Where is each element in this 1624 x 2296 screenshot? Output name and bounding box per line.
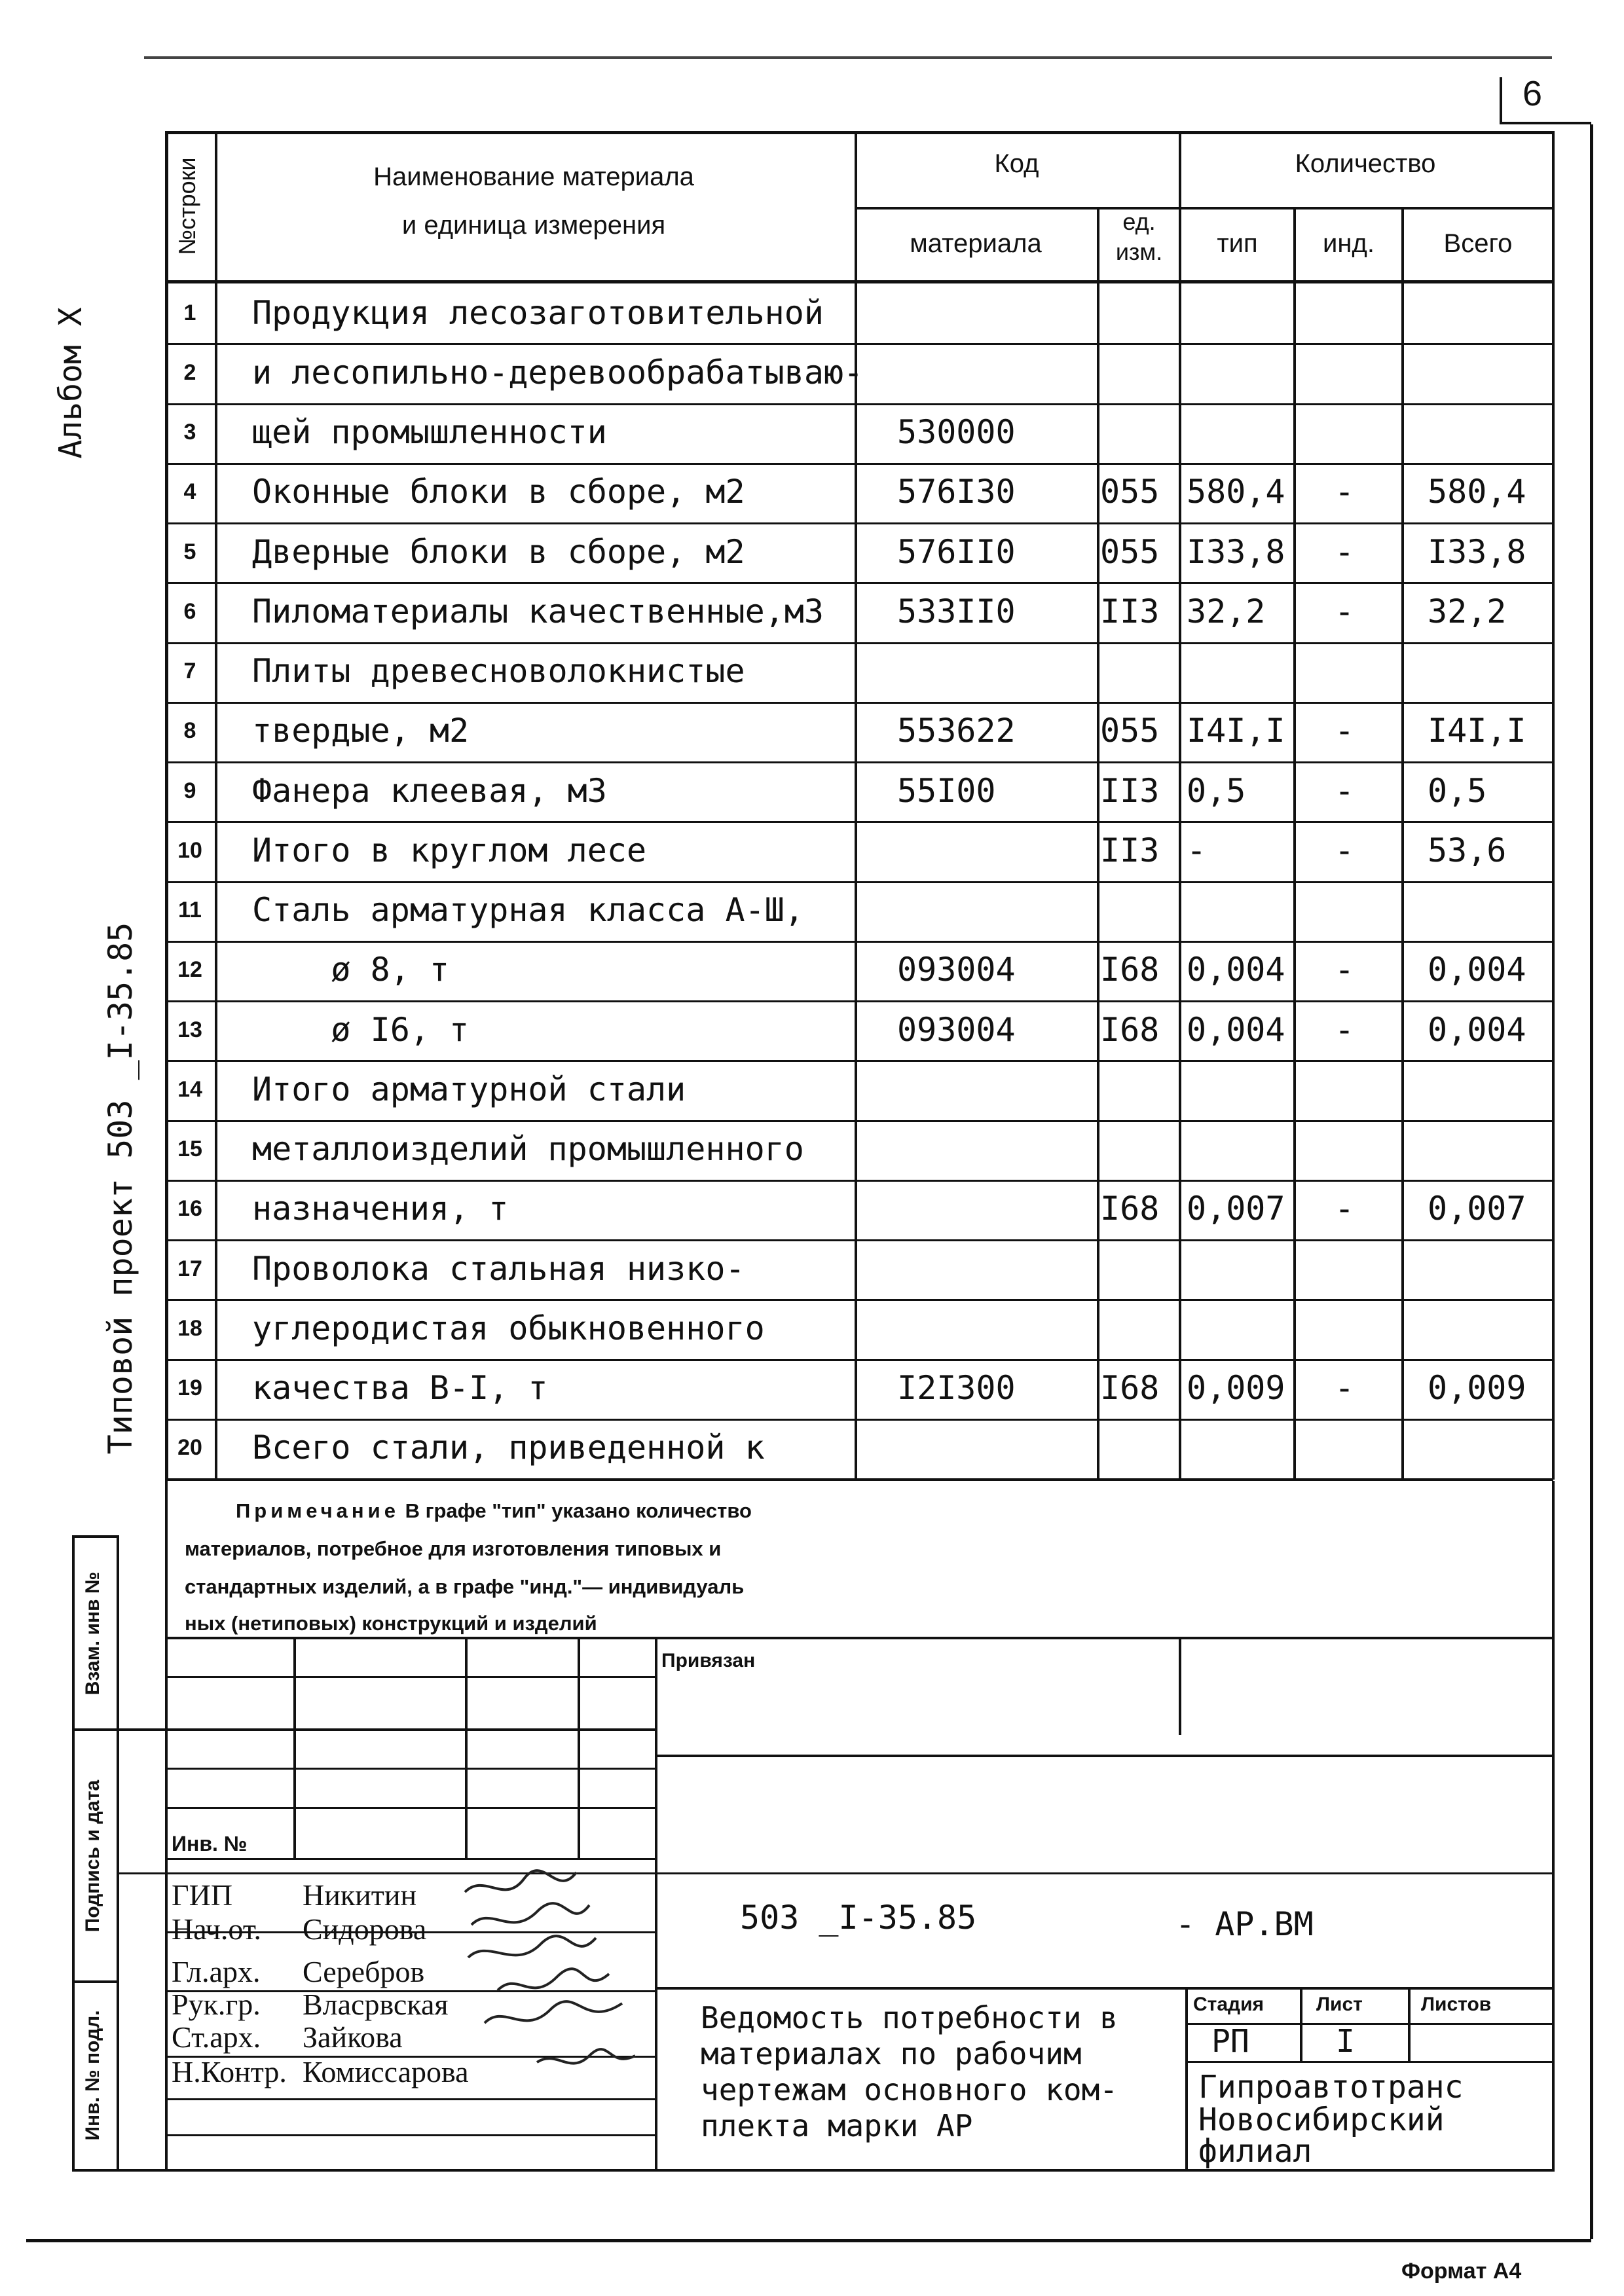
header-vsego: Всего	[1443, 229, 1513, 258]
row-divider	[165, 1000, 1553, 1002]
row-name: Фанера клеевая, м3	[252, 771, 607, 810]
row-name: углеродистая обыкновенного	[252, 1309, 765, 1347]
note-text-1: В графе "тип" указано количество	[405, 1499, 752, 1522]
stamp-inv-no: Инв. №	[172, 1832, 248, 1855]
stamp-vzam: Взам. инв №	[82, 1571, 103, 1696]
stamp-stadiya: РП	[1211, 2023, 1249, 2060]
row-number: 11	[178, 898, 202, 923]
stamp-title-3: чертежам основного ком-	[701, 2072, 1118, 2107]
row-number: 6	[183, 598, 196, 624]
stamp-person: Зайкова	[303, 2020, 403, 2054]
row-unit: II3	[1100, 831, 1160, 869]
row-tip: 0,004	[1187, 1010, 1285, 1049]
stamp-title-4: плекта марки АР	[701, 2108, 973, 2143]
row-divider	[165, 761, 1553, 763]
header-name: Наименование материала	[373, 162, 694, 191]
row-number: 7	[183, 659, 196, 684]
row-total: 0,5	[1428, 771, 1487, 810]
row-code: 576I30	[897, 473, 1016, 511]
row-unit: II3	[1100, 592, 1160, 630]
row-name: качества В-I, т	[252, 1369, 548, 1408]
row-total: I33,8	[1428, 532, 1526, 571]
row-divider	[165, 881, 1553, 883]
stamp-person: Серебров	[303, 1955, 425, 1988]
row-divider	[165, 702, 1553, 704]
row-divider	[165, 642, 1553, 644]
stamp-list-label: Лист	[1316, 1994, 1363, 2015]
stamp-person: Никитин	[303, 1878, 417, 1912]
stamp-role: Ст.арх.	[172, 2020, 261, 2054]
row-ind: -	[1335, 1190, 1355, 1228]
row-divider	[165, 1419, 1553, 1421]
header-ed: ед.	[1122, 208, 1156, 235]
row-divider	[165, 463, 1553, 465]
row-ind: -	[1335, 1010, 1355, 1049]
row-ind: -	[1335, 712, 1355, 750]
row-name: Пиломатериалы качественные,м3	[252, 592, 824, 630]
row-number: 20	[177, 1435, 202, 1461]
stamp-title-1: Ведомость потребности в	[701, 2000, 1118, 2035]
row-name: Плиты древесноволокнистые	[252, 652, 745, 691]
row-number: 2	[183, 359, 196, 385]
row-name: ø 8, т	[252, 951, 450, 989]
row-number: 8	[183, 718, 196, 744]
page-number: 6	[1522, 74, 1543, 113]
row-name: назначения, т	[252, 1190, 509, 1228]
row-number: 13	[177, 1017, 202, 1042]
row-ind: -	[1335, 473, 1355, 511]
header-ind: инд.	[1323, 229, 1375, 258]
row-ind: -	[1335, 1369, 1355, 1408]
row-total: 580,4	[1428, 473, 1526, 511]
row-name: ø I6, т	[252, 1010, 470, 1049]
row-divider	[165, 582, 1553, 584]
stamp-person: Комиссарова	[303, 2055, 469, 2088]
row-tip: 0,004	[1187, 951, 1285, 989]
stamp-code: 503 _I-35.85	[740, 1899, 977, 1937]
right-border	[1590, 124, 1593, 2239]
note-line-2: материалов, потребное для изготовления типовых и	[185, 1537, 722, 1560]
header-row-no: №строки	[174, 157, 200, 255]
row-unit: 055	[1100, 712, 1160, 750]
row-ind: -	[1335, 831, 1355, 869]
row-name: Проволока стальная низко-	[252, 1249, 745, 1288]
row-number: 10	[177, 837, 202, 863]
stamp-privyazan: Привязан	[661, 1650, 756, 1671]
row-number: 16	[177, 1196, 202, 1222]
stamp-org-2: Новосибирский	[1198, 2102, 1445, 2138]
header-name-2: и единица измерения	[401, 211, 666, 240]
row-tip: 0,007	[1187, 1190, 1285, 1228]
stamp-person: Власрвская	[303, 1988, 449, 2021]
row-number: 1	[183, 300, 196, 325]
row-divider	[165, 522, 1553, 524]
stamp-role: Нач.от.	[172, 1912, 261, 1946]
project-label: Типовой проект 503 _I-35.85	[101, 922, 139, 1455]
row-name: Дверные блоки в сборе, м2	[252, 532, 745, 571]
stamp-title-2: материалах по рабочим	[701, 2036, 1082, 2071]
row-name: Итого в круглом лесе	[252, 831, 647, 869]
row-ind: -	[1335, 951, 1355, 989]
row-unit: I68	[1100, 1010, 1160, 1049]
stamp-podpis: Подпись и дата	[82, 1779, 103, 1933]
row-tip: -	[1187, 831, 1207, 869]
row-total: 0,009	[1428, 1369, 1526, 1408]
stamp-role: Н.Контр.	[172, 2055, 287, 2088]
top-dash-line	[144, 56, 1552, 59]
row-total: 32,2	[1428, 592, 1507, 630]
row-number: 17	[177, 1256, 202, 1281]
row-name: Сталь арматурная класса А-Ш,	[252, 891, 804, 930]
row-name: металлоизделий промышленного	[252, 1130, 804, 1169]
stamp-inv: Инв. № подл.	[82, 2010, 103, 2141]
row-tip: I4I,I	[1187, 712, 1285, 750]
row-number: 19	[177, 1376, 202, 1401]
row-tip: I33,8	[1187, 532, 1285, 571]
row-number: 4	[183, 479, 196, 505]
row-number: 5	[183, 539, 196, 564]
row-tip: 580,4	[1187, 473, 1285, 511]
row-code: 55I00	[897, 771, 996, 810]
row-divider	[165, 1239, 1553, 1241]
stamp-org-3: филиал	[1198, 2133, 1312, 2170]
row-tip: 0,5	[1187, 771, 1246, 810]
row-total: 0,007	[1428, 1190, 1526, 1228]
row-name: Итого арматурной стали	[252, 1070, 686, 1108]
row-divider	[165, 821, 1553, 823]
row-total: 53,6	[1428, 831, 1507, 869]
header-material: материала	[910, 229, 1042, 258]
stamp-role: Гл.арх.	[172, 1955, 261, 1988]
bottom-border	[26, 2239, 1591, 2242]
row-number: 18	[177, 1315, 202, 1341]
stamp-listov-label: Листов	[1421, 1994, 1492, 2015]
row-unit: II3	[1100, 771, 1160, 810]
row-divider	[165, 1120, 1553, 1122]
row-divider	[165, 1060, 1553, 1062]
row-code: 553622	[897, 712, 1016, 750]
row-total: 0,004	[1428, 1010, 1526, 1049]
row-name: Оконные блоки в сборе, м2	[252, 473, 745, 511]
row-unit: 055	[1100, 473, 1160, 511]
row-number: 15	[177, 1137, 202, 1162]
album-label: Альбом X	[52, 307, 89, 459]
row-code: 533II0	[897, 592, 1016, 630]
row-name: твердые, м2	[252, 712, 470, 750]
header-izm: изм.	[1115, 238, 1163, 265]
row-divider	[165, 403, 1553, 405]
header-kolichestvo: Количество	[1295, 149, 1436, 178]
row-unit: I68	[1100, 1190, 1160, 1228]
stamp-mark: - АР.ВМ	[1175, 1905, 1314, 1943]
row-unit: 055	[1100, 532, 1160, 571]
row-code: I2I300	[897, 1369, 1016, 1408]
note-line-3: стандартных изделий, а в графе "инд."— индивидуаль	[185, 1575, 745, 1598]
row-total: I4I,I	[1428, 712, 1526, 750]
row-number: 3	[183, 420, 196, 445]
note-title: Примечание	[236, 1499, 399, 1522]
row-divider	[165, 1180, 1553, 1182]
row-code: 093004	[897, 951, 1016, 989]
row-divider	[165, 941, 1553, 943]
note-line-1	[236, 1499, 752, 1523]
stamp-role: ГИП	[172, 1878, 233, 1912]
row-name: и лесопильно-деревообрабатываю-	[252, 353, 864, 392]
row-name: Продукция лесозаготовительной	[252, 293, 824, 332]
row-name: Всего стали, приведенной к	[252, 1429, 765, 1467]
stamp-person: Сидорова	[303, 1912, 427, 1946]
row-code: 530000	[897, 413, 1016, 452]
stamp-list: I	[1336, 2023, 1355, 2060]
row-code: 576II0	[897, 532, 1016, 571]
row-divider	[165, 1299, 1553, 1301]
row-divider	[165, 343, 1553, 345]
stamp-role: Рук.гр.	[172, 1988, 261, 2021]
row-tip: 32,2	[1187, 592, 1266, 630]
row-total: 0,004	[1428, 951, 1526, 989]
row-divider	[165, 1359, 1553, 1361]
signatures-scribble	[458, 1866, 648, 2102]
row-number: 14	[177, 1076, 202, 1102]
row-ind: -	[1335, 532, 1355, 571]
note-line-4: ных (нетиповых) конструкций и изделий	[185, 1612, 597, 1635]
row-ind: -	[1335, 771, 1355, 810]
row-unit: I68	[1100, 1369, 1160, 1408]
stamp-stadiya-label: Стадия	[1193, 1994, 1264, 2015]
header-kod: Код	[994, 149, 1039, 178]
row-ind: -	[1335, 592, 1355, 630]
row-code: 093004	[897, 1010, 1016, 1049]
row-number: 9	[183, 778, 196, 803]
row-number: 12	[177, 957, 202, 983]
stamp-org-1: Гипроавтотранс	[1198, 2069, 1464, 2105]
row-name: щей промышленности	[252, 413, 607, 452]
format-label: Формат А4	[1401, 2259, 1522, 2284]
row-unit: I68	[1100, 951, 1160, 989]
header-tip: тип	[1217, 229, 1258, 258]
row-tip: 0,009	[1187, 1369, 1285, 1408]
